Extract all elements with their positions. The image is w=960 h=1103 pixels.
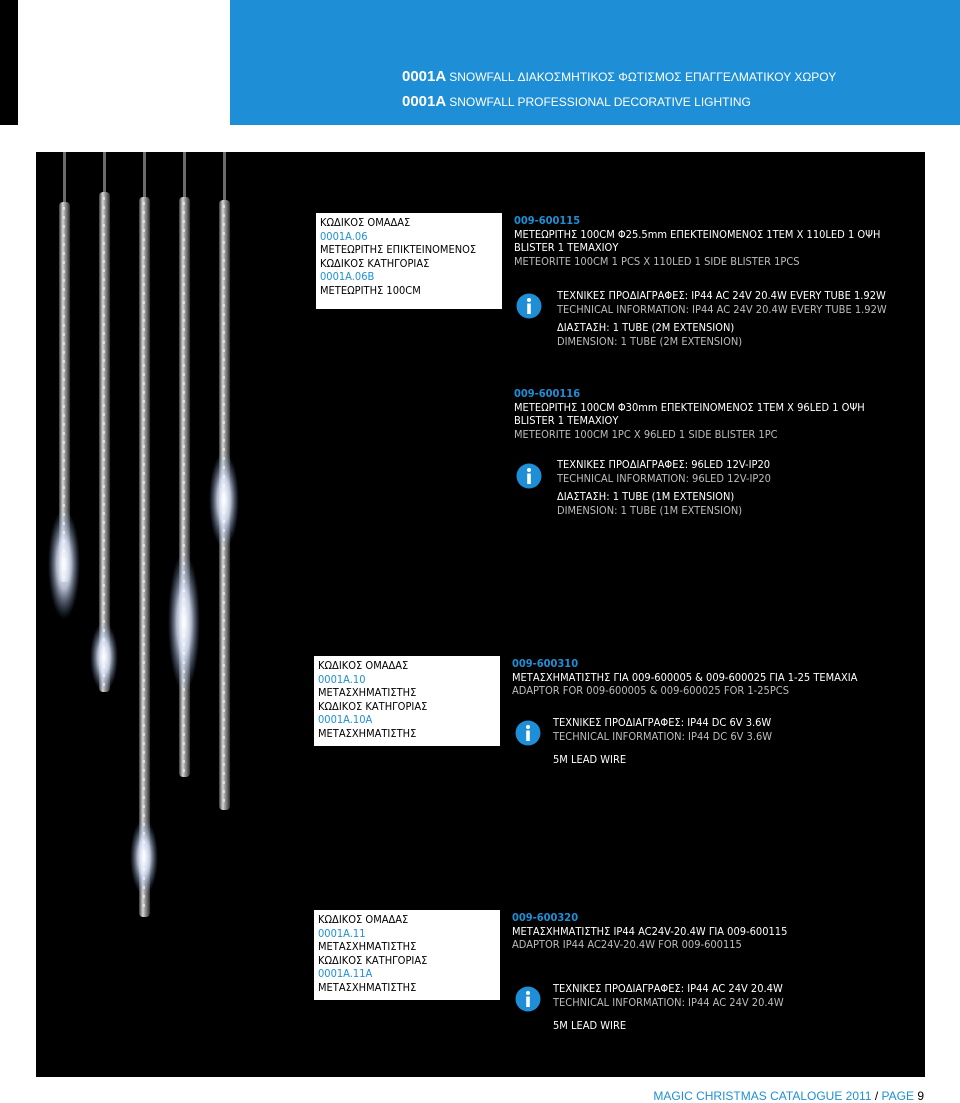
group-label: ΚΩΔΙΚΟΣ ΟΜΑΔΑΣ	[318, 913, 409, 926]
product-desc-gr: ΜΕΤΕΩΡΙΤΗΣ 100CM Φ25.5mm ΕΠΕΚΤΕΙΝΟΜΕΝΟΣ 1ΤΕΜ Χ 110LED 1 ΟΨΗ	[514, 227, 881, 241]
category-code: 0001A.11A	[318, 967, 373, 980]
category-name: ΜΕΤΕΩΡΙΤΗΣ 100CM	[320, 283, 421, 297]
spec-gr: ΤΕΧΝΙΚΕΣ ΠΡΟΔΙΑΓΡΑΦΕΣ: IP44 AC 24V 20.4W EVERY TUBE 1.92W	[557, 289, 886, 302]
product-desc-gr-2: BLISTER 1 ΤΕΜΑΧΙΟΥ	[514, 241, 619, 254]
group-box-3	[314, 910, 500, 1000]
family-code-label-gr: ΚΩΔΙΚΟΣ ΟΙΚΟΓΕΝΕΙΑΣ	[266, 71, 402, 85]
category-code: 0001A.10A	[318, 713, 373, 726]
info-icon	[515, 720, 541, 746]
product-desc-en: ADAPTOR IP44 AC24V-20.4W FOR 009-600115	[512, 938, 742, 951]
product-3-specs	[553, 716, 772, 743]
product-desc-gr: ΜΕΤΑΣΧΗΜΑΤΙΣΤΗΣ IP44 AC24V-20.4W ΓΙΑ 009-600115	[512, 924, 788, 938]
page-number: 9	[917, 1089, 924, 1103]
spec-gr: ΤΕΧΝΙΚΕΣ ΠΡΟΔΙΑΓΡΑΦΕΣ: 96LED 12V-IP20	[557, 458, 771, 471]
product-code: 009-600320	[512, 911, 579, 924]
product-2	[514, 387, 865, 441]
info-icon	[515, 986, 541, 1012]
group-code: 0001A.11	[318, 926, 366, 940]
catalogue-title: MAGIC CHRISTMAS CATALOGUE 2011	[653, 1089, 872, 1103]
product-2-dimensions	[557, 490, 742, 517]
group-box-1	[316, 213, 502, 309]
category-code: 0001A.06B	[320, 270, 375, 283]
header-icons	[140, 86, 214, 118]
category-label: ΚΩΔΙΚΟΣ ΚΑΤΗΓΟΡΙΑΣ	[318, 953, 428, 967]
info-icon	[516, 293, 542, 319]
title-gr: SNOWFALL ΔΙΑΚΟΣΜΗΤΙΚΟΣ ΦΩΤΙΣΜΟΣ ΕΠΑΓΓΕΛΜΑΤΙΚΟΥ ΧΩΡΟΥ	[449, 70, 837, 84]
dim-gr: ΔΙΑΣΤΑΣΗ: 1 TUBE (2M EXTENSION)	[557, 321, 735, 334]
spec-en: TECHNICAL INFORMATION: IP44 AC 24V 20.4W EVERY TUBE 1.92W	[557, 302, 887, 316]
product-1	[514, 214, 880, 268]
page-label: PAGE	[881, 1089, 914, 1103]
product-code: 009-600310	[512, 657, 579, 670]
product-3	[512, 657, 857, 698]
group-label: ΚΩΔΙΚΟΣ ΟΜΑΔΑΣ	[318, 659, 409, 672]
group-code: 0001A.06	[320, 229, 368, 243]
family-code: 0001A	[402, 68, 447, 85]
category-label: ΚΩΔΙΚΟΣ ΚΑΤΗΓΟΡΙΑΣ	[318, 699, 428, 713]
family-code-label-en: FAMILY CODE	[266, 96, 346, 110]
title-en: SNOWFALL PROFESSIONAL DECORATIVE LIGHTING	[449, 95, 751, 109]
group-label: ΚΩΔΙΚΟΣ ΟΜΑΔΑΣ	[320, 216, 411, 229]
product-code: 009-600115	[514, 214, 581, 227]
spec-gr: ΤΕΧΝΙΚΕΣ ΠΡΟΔΙΑΓΡΑΦΕΣ: IP44 DC 6V 3.6W	[553, 716, 772, 729]
header-title-gr	[402, 68, 836, 85]
product-desc-gr-2: BLISTER 1 ΤΕΜΑΧΙΟΥ	[514, 414, 619, 427]
group-name: ΜΕΤΕΩΡΙΤΗΣ ΕΠΙΚΤΕΙΝΟΜΕΝΟΣ	[320, 243, 477, 256]
footer-separator: /	[874, 1089, 879, 1103]
product-4-specs	[553, 982, 784, 1009]
house-indoor-icon	[181, 89, 209, 115]
spec-en: TECHNICAL INFORMATION: IP44 DC 6V 3.6W	[553, 729, 773, 743]
product-2-specs	[557, 458, 771, 485]
product-desc-gr: ΜΕΤΑΣΧΗΜΑΤΙΣΤΗΣ ΓΙΑ 009-600005 & 009-600025 ΓΙΑ 1-25 ΤΕΜΑΧΙΑ	[512, 670, 858, 684]
product-3-extra: 5M LEAD WIRE	[553, 753, 627, 766]
category-name: ΜΕΤΑΣΧΗΜΑΤΙΣΤΗΣ	[318, 726, 417, 740]
spec-en: TECHNICAL INFORMATION: IP44 AC 24V 20.4W	[553, 995, 784, 1009]
house-outdoor-icon	[143, 89, 171, 115]
product-desc-en: ADAPTOR FOR 009-600005 & 009-600025 FOR 1-25PCS	[512, 684, 789, 697]
group-name: ΜΕΤΑΣΧΗΜΑΤΙΣΤΗΣ	[318, 686, 417, 699]
group-name: ΜΕΤΑΣΧΗΜΑΤΙΣΤΗΣ	[318, 940, 417, 953]
family-code: 0001A	[402, 93, 447, 110]
product-code: 009-600116	[514, 387, 581, 400]
product-1-dimensions	[557, 321, 742, 348]
header-title-en	[402, 93, 751, 110]
product-1-specs	[557, 289, 887, 316]
product-4	[512, 911, 787, 952]
page-footer	[653, 1089, 924, 1103]
dim-en: DIMENSION: 1 TUBE (2M EXTENSION)	[557, 334, 743, 348]
info-icon	[516, 463, 542, 489]
group-box-2	[314, 656, 500, 746]
header-black-band	[0, 0, 18, 125]
product-4-extra: 5M LEAD WIRE	[553, 1019, 627, 1032]
category-label: ΚΩΔΙΚΟΣ ΚΑΤΗΓΟΡΙΑΣ	[320, 256, 430, 270]
product-desc-en: METEORITE 100CM 1PC X 96LED 1 SIDE BLISTER 1PC	[514, 427, 778, 441]
group-code: 0001A.10	[318, 672, 366, 686]
dim-gr: ΔΙΑΣΤΑΣΗ: 1 TUBE (1M EXTENSION)	[557, 490, 735, 503]
dim-en: DIMENSION: 1 TUBE (1M EXTENSION)	[557, 503, 743, 517]
category-name: ΜΕΤΑΣΧΗΜΑΤΙΣΤΗΣ	[318, 980, 417, 994]
spec-gr: ΤΕΧΝΙΚΕΣ ΠΡΟΔΙΑΓΡΑΦΕΣ: IP44 AC 24V 20.4W	[553, 982, 783, 995]
product-desc-en: METEORITE 100CM 1 PCS X 110LED 1 SIDE BLISTER 1PCS	[514, 254, 800, 268]
product-desc-gr: ΜΕΤΕΩΡΙΤΗΣ 100CM Φ30mm ΕΠΕΚΤΕΙΝΟΜΕΝΟΣ 1ΤΕΜ Χ 96LED 1 ΟΨΗ	[514, 400, 865, 414]
spec-en: TECHNICAL INFORMATION: 96LED 12V-IP20	[557, 471, 771, 485]
meteor-tubes-image	[36, 152, 296, 1077]
